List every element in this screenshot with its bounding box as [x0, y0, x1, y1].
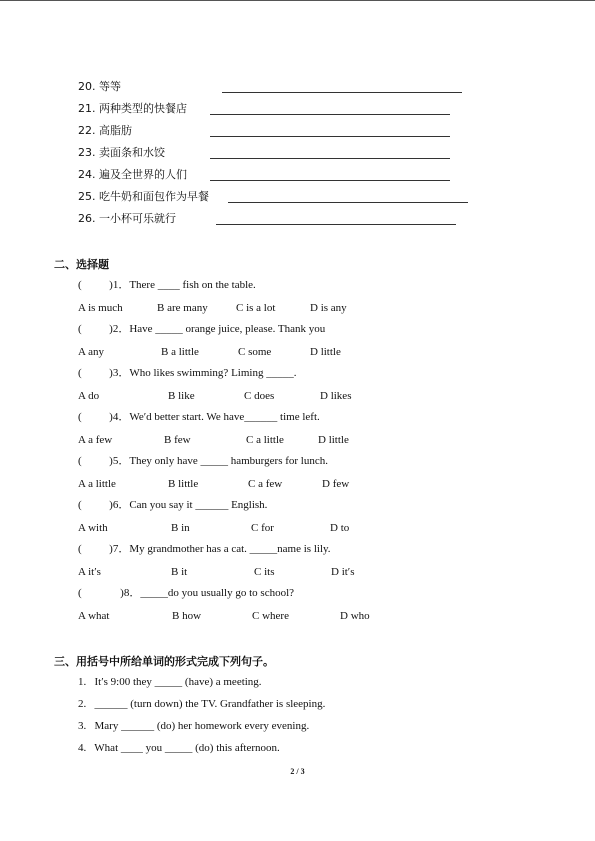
q5-option-b[interactable]: B little: [168, 478, 199, 490]
q3-option-a[interactable]: A do: [78, 390, 100, 402]
vocab-item-22: 22. 高脂肪: [78, 124, 132, 137]
q6-option-c[interactable]: C for: [251, 522, 274, 534]
q5-option-d[interactable]: D few: [322, 478, 350, 490]
vocab-item-25: 25. 吃牛奶和面包作为早餐: [78, 190, 209, 203]
q7-option-c[interactable]: C its: [254, 566, 275, 578]
vocab-item-24: 24. 遍及全世界的人们: [78, 168, 187, 181]
q7-option-a[interactable]: A it′s: [78, 566, 101, 578]
q8-option-c[interactable]: C where: [252, 610, 289, 622]
q7-option-b[interactable]: B it: [171, 566, 188, 578]
q8-option-d[interactable]: D who: [340, 610, 370, 622]
vocab-item-26: 26. 一小杯可乐就行: [78, 212, 176, 225]
q7-option-d[interactable]: D it′s: [331, 566, 355, 578]
q8-option-a[interactable]: A what: [78, 610, 110, 622]
vocab-item-20: 20. 等等: [78, 80, 121, 93]
q6-option-d[interactable]: D to: [330, 522, 350, 534]
q3-option-b[interactable]: B like: [168, 390, 195, 402]
q2-option-c[interactable]: C some: [238, 346, 272, 358]
page-top-border: [0, 0, 595, 1]
q1-option-d[interactable]: D is any: [310, 302, 347, 314]
answer-blank-26[interactable]: [216, 224, 456, 225]
question-stem-3: ( )3．Who likes swimming? Liming _____.: [78, 367, 297, 379]
fill-sentence-2: 2. ______ (turn down) the TV. Grandfather is sleeping.: [78, 698, 326, 710]
question-stem-2: ( )2．Have _____ orange juice, please. Thank you: [78, 323, 326, 335]
q2-option-d[interactable]: D little: [310, 346, 341, 358]
answer-blank-20[interactable]: [222, 92, 462, 93]
page-number: 2 / 3: [290, 767, 305, 776]
fill-sentence-1: 1. It′s 9:00 they _____ (have) a meeting.: [78, 676, 262, 688]
answer-blank-23[interactable]: [210, 158, 450, 159]
question-stem-4: ( )4．We′d better start. We have______ time left.: [78, 411, 320, 423]
vocab-item-23: 23. 卖面条和水饺: [78, 146, 165, 159]
question-stem-8: ( )8．_____do you usually go to school?: [78, 587, 295, 599]
section-2-title: 二、选择题: [54, 258, 109, 271]
q5-option-a[interactable]: A a little: [78, 478, 116, 490]
q2-option-a[interactable]: A any: [78, 346, 104, 358]
section-3-title: 三、用括号中所给单词的形式完成下列句子。: [54, 655, 274, 668]
q1-option-a[interactable]: A is much: [78, 302, 123, 314]
q1-option-b[interactable]: B are many: [157, 302, 208, 314]
answer-blank-22[interactable]: [210, 136, 450, 137]
answer-blank-24[interactable]: [210, 180, 450, 181]
question-stem-1: ( )1．There ____ fish on the table.: [78, 279, 256, 291]
q1-option-c[interactable]: C is a lot: [236, 302, 276, 314]
q6-option-b[interactable]: B in: [171, 522, 190, 534]
fill-sentence-3: 3. Mary ______ (do) her homework every evening.: [78, 720, 310, 732]
q6-option-a[interactable]: A with: [78, 522, 108, 534]
q8-option-b[interactable]: B how: [172, 610, 202, 622]
answer-blank-25[interactable]: [228, 202, 468, 203]
fill-sentence-4: 4. What ____ you _____ (do) this afternoon.: [78, 742, 280, 754]
answer-blank-21[interactable]: [210, 114, 450, 115]
q3-option-d[interactable]: D likes: [320, 390, 352, 402]
q3-option-c[interactable]: C does: [244, 390, 275, 402]
vocab-item-21: 21. 两种类型的快餐店: [78, 102, 187, 115]
question-stem-5: ( )5．They only have _____ hamburgers for lunch.: [78, 455, 328, 467]
question-stem-7: ( )7．My grandmother has a cat. _____name is lily.: [78, 543, 331, 555]
q5-option-c[interactable]: C a few: [248, 478, 283, 490]
q4-option-a[interactable]: A a few: [78, 434, 113, 446]
question-stem-6: ( )6．Can you say it ______ English.: [78, 499, 268, 511]
q4-option-c[interactable]: C a little: [246, 434, 284, 446]
q2-option-b[interactable]: B a little: [161, 346, 199, 358]
q4-option-d[interactable]: D little: [318, 434, 349, 446]
q4-option-b[interactable]: B few: [164, 434, 191, 446]
